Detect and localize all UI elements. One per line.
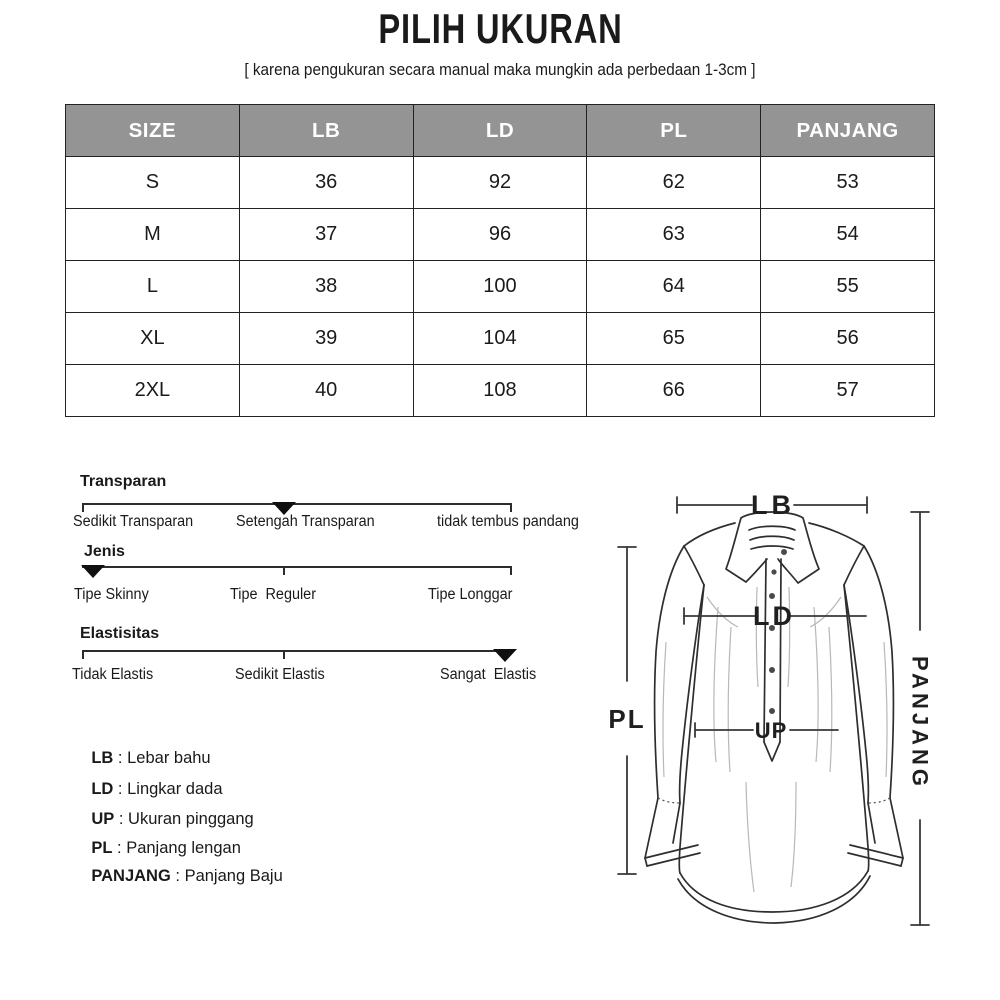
legend-abbr: UP [91, 810, 115, 828]
scale-title-transparan: Transparan [80, 473, 167, 490]
cell-lb: 36 [239, 157, 413, 209]
legend-desc: Panjang lengan [126, 839, 241, 857]
size-table-header [66, 105, 935, 157]
legend-separator: : [113, 780, 128, 798]
legend-abbr: PANJANG [91, 867, 171, 885]
col-header-lb: LB [239, 105, 413, 157]
table-row-l [66, 261, 935, 313]
cell-ld: 108 [413, 365, 587, 417]
diagram-label-lb: LB [751, 490, 795, 520]
size-table [65, 104, 935, 417]
page-subtitle-text: [ karena pengukuran secara manual maka mungkin ada perbedaan 1-3cm ] [244, 60, 756, 79]
scale-option-label: Tipe Skinny [74, 586, 149, 603]
legend-separator: : [113, 749, 128, 767]
scale-option-label: Setengah Transparan [236, 513, 375, 530]
table-row-xl [66, 313, 935, 365]
cell-pl: 66 [587, 365, 761, 417]
scale-option-label: Tipe Reguler [230, 586, 317, 603]
col-header-panjang: PANJANG [761, 105, 935, 157]
cell-ld: 100 [413, 261, 587, 313]
shirt-measurement-diagram [600, 472, 1000, 952]
legend-desc: Panjang Baju [184, 867, 283, 885]
cell-panjang: 53 [761, 157, 935, 209]
cell-size: S [66, 157, 240, 209]
cell-size: M [66, 209, 240, 261]
cell-ld: 96 [413, 209, 587, 261]
scale-option-label: Tidak Elastis [72, 666, 154, 683]
scale-tick [510, 503, 512, 512]
diagram-label-ld: LD [753, 601, 795, 631]
scale-option-label: Sangat Elastis [440, 666, 537, 683]
col-header-pl: PL [587, 105, 761, 157]
scale-marker-triangle-icon [493, 649, 517, 662]
button-dots [769, 549, 787, 714]
page-subtitle [0, 60, 1000, 80]
scale-option-label: Sedikit Transparan [73, 513, 194, 530]
legend-abbr: LB [91, 749, 114, 767]
cell-panjang: 56 [761, 313, 935, 365]
cuff-seams [658, 798, 890, 803]
scale-tick [82, 503, 84, 512]
diagram-label-panjang: PANJANG [907, 656, 933, 790]
cell-pl: 63 [587, 209, 761, 261]
legend-abbr: LD [91, 780, 114, 798]
cell-panjang: 55 [761, 261, 935, 313]
legend-desc: Lebar bahu [127, 749, 211, 767]
scale-option-label: Tipe Longgar [428, 586, 513, 603]
legend-item-panjang [73, 848, 283, 905]
header-row [66, 105, 935, 157]
legend-abbr: PL [91, 839, 113, 857]
cell-lb: 39 [239, 313, 413, 365]
scale-option-label: tidak tembus pandang [437, 513, 579, 530]
diagram-label-up: UP [754, 718, 788, 743]
scale-option-label: Sedikit Elastis [235, 666, 325, 683]
scale-tick [510, 566, 512, 575]
cell-lb: 40 [239, 365, 413, 417]
cell-lb: 38 [239, 261, 413, 313]
table-row-2xl [66, 365, 935, 417]
cell-pl: 65 [587, 313, 761, 365]
scale-tick [283, 650, 285, 659]
scale-line-jenis [82, 566, 512, 568]
page-title [0, 5, 1000, 53]
legend-separator: : [112, 839, 127, 857]
cell-pl: 64 [587, 261, 761, 313]
cell-ld: 104 [413, 313, 587, 365]
scale-title-jenis: Jenis [84, 543, 125, 560]
page-title-text: PILIH UKURAN [377, 5, 623, 52]
scale-marker-triangle-icon [81, 565, 105, 578]
col-header-ld: LD [413, 105, 587, 157]
cell-pl: 62 [587, 157, 761, 209]
cell-panjang: 54 [761, 209, 935, 261]
cell-ld: 92 [413, 157, 587, 209]
cell-panjang: 57 [761, 365, 935, 417]
legend-desc: Lingkar dada [127, 780, 223, 798]
col-header-size: SIZE [66, 105, 240, 157]
table-row-m [66, 209, 935, 261]
cell-size: L [66, 261, 240, 313]
cell-size: XL [66, 313, 240, 365]
scale-title-elastisitas: Elastisitas [80, 625, 160, 642]
scale-tick [283, 566, 285, 575]
legend-desc: Ukuran pinggang [128, 810, 254, 828]
cell-size: 2XL [66, 365, 240, 417]
scale-tick [82, 650, 84, 659]
table-row-s [66, 157, 935, 209]
legend-separator: : [114, 810, 129, 828]
scale-line-elastisitas [82, 650, 512, 652]
legend-separator: : [170, 867, 185, 885]
scale-line-transparan [82, 503, 512, 505]
diagram-label-pl: PL [608, 704, 646, 734]
size-table-body [66, 157, 935, 417]
cell-lb: 37 [239, 209, 413, 261]
